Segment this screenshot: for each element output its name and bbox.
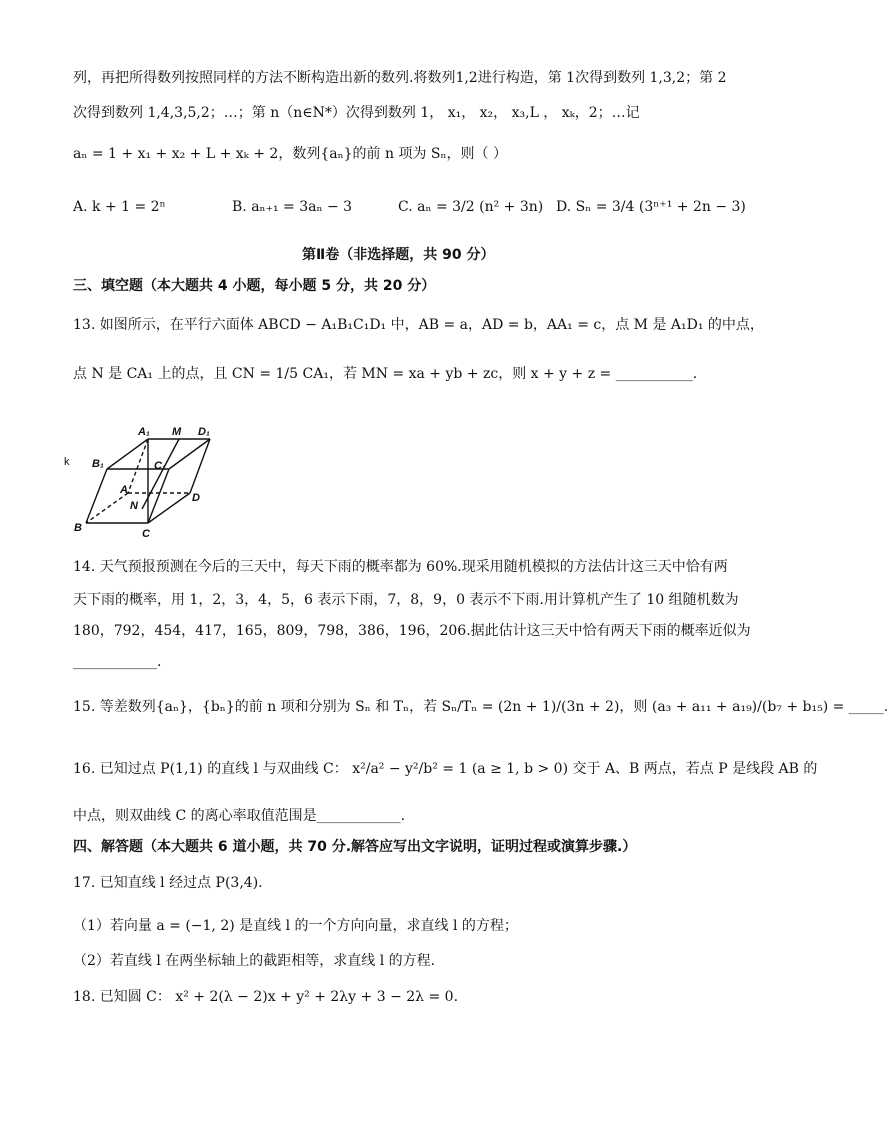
label-C: C [142, 528, 150, 540]
q16-line2: 中点，则双曲线 C 的离心率取值范围是____________. [73, 808, 406, 824]
label-B: B [74, 522, 82, 534]
label-A: A [120, 484, 128, 496]
text-line-1: 列，再把所得数列按照同样的方法不断构造出新的数列.将数列1,2进行构造，第 1次得到数列 1,3,2；第 2 [73, 70, 727, 86]
choice-b: B. aₙ₊₁ = 3aₙ − 3 [232, 199, 353, 215]
text-line-3: aₙ = 1 + x₁ + x₂ + L + xₖ + 2，数列{aₙ}的前 n 项为 Sₙ，则（ ） [73, 146, 507, 162]
label-D: D [192, 492, 200, 504]
choice-d: D. Sₙ = 3/4 (3ⁿ⁺¹ + 2n − 3) [556, 199, 746, 215]
q14-line3: 180，792，454，417，165，809，798，386，196，206.据此估计这三天中恰有两天下雨的概率近似为 [73, 623, 751, 639]
q14-line2: 天下雨的概率，用 1，2，3，4，5，6 表示下雨，7，8，9，0 表示不下雨.用计算机产生了 10 组随机数为 [73, 592, 739, 608]
parallelepiped-figure [62, 425, 222, 540]
label-B1: B₁ [92, 458, 104, 470]
label-M: M [172, 426, 182, 438]
section-solve-problems: 四、解答题（本大题共 6 道小题，共 70 分.解答应写出文字说明，证明过程或演算步骤.） [73, 839, 637, 855]
choice-c: C. aₙ = 3/2 (n² + 3n) [398, 199, 544, 215]
q13-line2: 点 N 是 CA₁ 上的点，且 CN = 1/5 CA₁，若 MN = xa + yb + zc，则 x + y + z = ___________. [73, 366, 698, 382]
text-line-2: 次得到数列 1,4,3,5,2；…；第 n（n∈N*）次得到数列 1， x₁， x₂， x₃,L ， xₖ，2；…记 [73, 105, 640, 121]
label-D1: D₁ [198, 426, 210, 438]
q17-part2: （2）若直线 l 在两坐标轴上的截距相等，求直线 l 的方程. [73, 953, 436, 969]
choice-a: A. k + 1 = 2ⁿ [73, 199, 166, 215]
q16-line1: 16. 已知过点 P(1,1) 的直线 l 与双曲线 C： x²/a² − y²/b² = 1 (a ≥ 1, b > 0) 交于 A、B 两点，若点 P 是线段 AB 的 [73, 761, 818, 777]
label-N: N [130, 500, 138, 512]
q18-line1: 18. 已知圆 C： x² + 2(λ − 2)x + y² + 2λy + 3 − 2λ = 0. [73, 989, 459, 1005]
section-title-part2: 第Ⅱ卷（非选择题，共 90 分） [302, 247, 495, 263]
q14-line1: 14. 天气预报预测在今后的三天中，每天下雨的概率都为 60%.现采用随机模拟的方法估计这三天中恰有两 [73, 559, 728, 575]
label-C1: C₁ [154, 460, 166, 472]
q15-line1: 15. 等差数列{aₙ}，{bₙ}的前 n 项和分别为 Sₙ 和 Tₙ，若 Sₙ/Tₙ = (2n + 1)/(3n + 2)，则 (a₃ + a₁₁ + a₁₉)/(b₇ + b₁₅) = _____. [73, 699, 888, 715]
q17-part1: （1）若向量 a = (−1, 2) 是直线 l 的一个方向向量，求直线 l 的方程； [73, 918, 518, 934]
q14-line4: ____________. [73, 654, 162, 670]
q13-line1: 13. 如图所示，在平行六面体 ABCD − A₁B₁C₁D₁ 中，AB = a，AD = b，AA₁ = c，点 M 是 A₁D₁ 的中点， [73, 317, 764, 333]
q17-line1: 17. 已知直线 l 经过点 P(3,4). [73, 875, 263, 891]
section-fill-blanks: 三、填空题（本大题共 4 小题，每小题 5 分，共 20 分） [73, 278, 436, 294]
label-edge-mark: k [64, 456, 70, 468]
label-A1: A₁ [138, 426, 150, 438]
